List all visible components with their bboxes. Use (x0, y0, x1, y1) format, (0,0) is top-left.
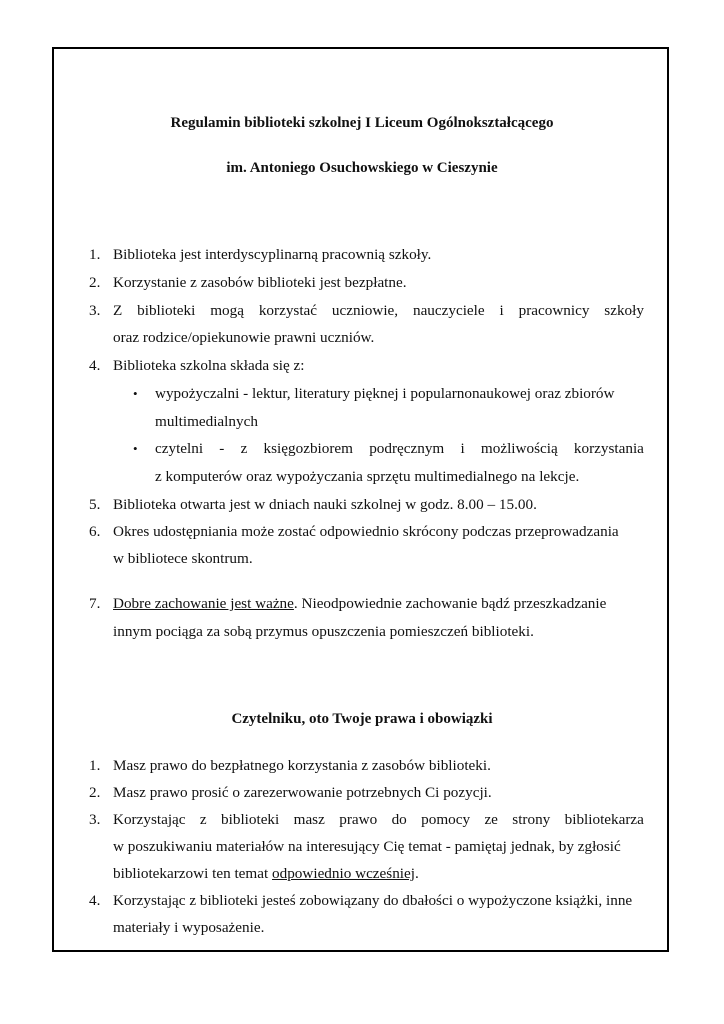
list-number: 2. (89, 784, 101, 801)
rule-6-line-2: w bibliotece skontrum. (113, 550, 253, 567)
list-number: 1. (89, 246, 101, 263)
list-number: 5. (89, 496, 101, 513)
rule-1: Biblioteka jest interdyscyplinarną pracownią szkoły. (113, 246, 432, 263)
rule-3-line-1: Z biblioteki mogą korzystać uczniowie, nauczyciele i pracownicy szkoły (113, 302, 644, 319)
list-number: 4. (89, 357, 101, 374)
list-number: 4. (89, 892, 101, 909)
rule-7-line-1: Dobre zachowanie jest ważne. Nieodpowiednie zachowanie bądź przeszkadzanie (113, 595, 607, 612)
list-number: 7. (89, 595, 101, 612)
rule-7-line-2: innym pociąga za sobą przymus opuszczenia pomieszczeń biblioteki. (113, 623, 534, 640)
document-subtitle: im. Antoniego Osuchowskiego w Cieszynie (226, 160, 498, 176)
section-heading: Czytelniku, oto Twoje prawa i obowiązki (231, 711, 493, 727)
rule-7-emphasis: Dobre zachowanie jest ważne (113, 595, 294, 612)
list-number: 6. (89, 523, 101, 540)
list-number: 3. (89, 811, 101, 828)
rule-4: Biblioteka szkolna składa się z: (113, 357, 305, 374)
right-3-line-3: bibliotekarzowi ten temat odpowiednio wcześniej. (113, 865, 419, 882)
list-number: 2. (89, 274, 101, 291)
rule-3-line-2: oraz rodzice/opiekunowie prawni uczniów. (113, 329, 375, 346)
right-3-emphasis: odpowiednio wcześniej (272, 865, 415, 882)
list-number: 1. (89, 757, 101, 774)
rule-2: Korzystanie z zasobów biblioteki jest bezpłatne. (113, 274, 407, 291)
right-4-line-1: Korzystając z biblioteki jesteś zobowiązany do dbałości o wypożyczone książki, inne (113, 892, 633, 909)
right-1: Masz prawo do bezpłatnego korzystania z zasobów biblioteki. (113, 757, 491, 774)
bullet: • (133, 441, 138, 456)
rule-4-bullet-1-line-1: wypożyczalni - lektur, literatury pięknej i popularnonaukowej oraz zbiorów (155, 385, 615, 402)
rule-4-bullet-1-line-2: multimedialnych (155, 413, 258, 430)
rule-5: Biblioteka otwarta jest w dniach nauki szkolnej w godz. 8.00 – 15.00. (113, 496, 537, 513)
rule-4-bullet-2-line-1: czytelni - z księgozbiorem podręcznym i możliwością korzystania (155, 440, 644, 457)
rule-6-line-1: Okres udostępniania może zostać odpowiednio skrócony podczas przeprowadzania (113, 523, 619, 540)
right-3-line-1: Korzystając z biblioteki masz prawo do pomocy ze strony bibliotekarza (113, 811, 644, 828)
list-number: 3. (89, 302, 101, 319)
bullet: • (133, 386, 138, 401)
rule-4-bullet-2-line-2: z komputerów oraz wypożyczania sprzętu multimedialnego na lekcje. (155, 468, 580, 485)
document-title: Regulamin biblioteki szkolnej I Liceum Ogólnokształcącego (170, 115, 554, 131)
right-3-line-2: w poszukiwaniu materiałów na interesujący Cię temat - pamiętaj jednak, by zgłosić (113, 838, 621, 855)
right-4-line-2: materiały i wyposażenie. (113, 919, 265, 936)
right-2: Masz prawo prosić o zarezerwowanie potrzebnych Ci pozycji. (113, 784, 492, 801)
